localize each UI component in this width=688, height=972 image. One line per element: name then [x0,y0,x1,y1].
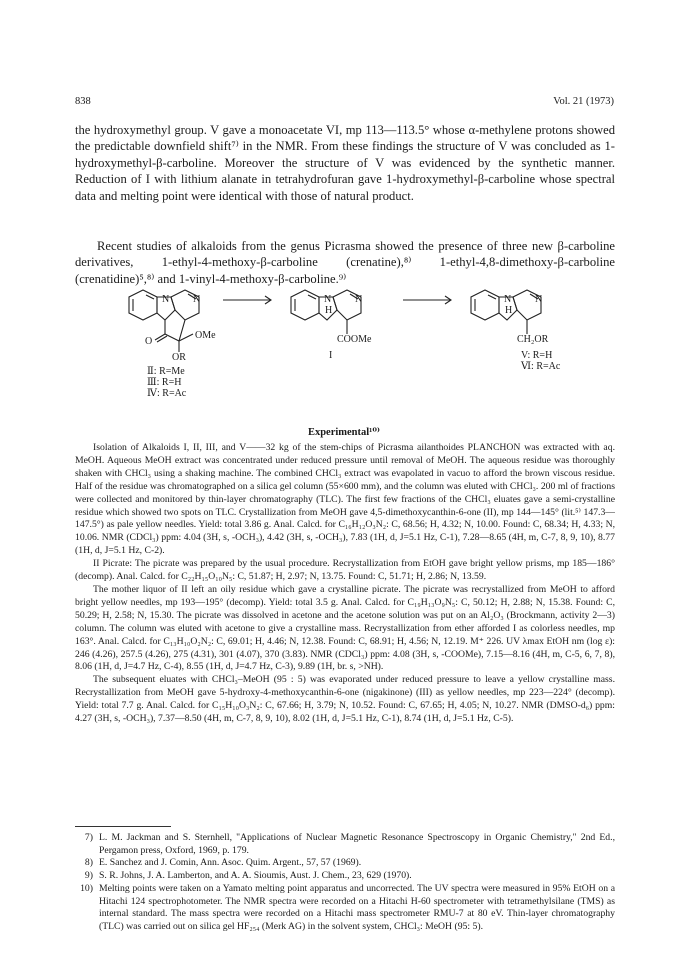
substituent-label: COOMe [337,334,372,345]
experimental-section [75,442,615,726]
experimental-paragraph: Isolation of Alkaloids I, II, III, and V——32 kg of the stem-chips of Picrasma ailanthoides PLANCHON was extracted with aq. MeOH. Aqueous MeOH extract was concentrated under reduced pressure until removal of MeOH. The aqueous residue was thoroughly shaken with CHCl₃ using a shaking machine. The combined CHCl₃ extract was evapolated in vacuo to afford the brown viscous residue. Half of the residue was chromatographed on a silica gel column (55×600 mm), and the column was eluted with CHCl₃. 200 ml of fractions were collected and monitored by thin-layer chromatography (TLC). The first few fractions of the CHCl₃ eluates gave a semi-crystalline residue which showed two spots on TLC. Crystallization from MeOH gave 4,5-dimethoxycanthin-6-one (II), mp 144—145° (lit.⁵⁾ 147.3—147.5°) as pale yellow needles. Yield: total 3.86 g. Anal. Calcd. for C₁₆H₁₂O₃N₂: C, 68.56; H, 4.32; N, 10.00. Found: C, 68.34; H, 4.33; N, 10.06. NMR (CDCl₃) ppm: 4.04 (3H, s, -OCH₃), 4.42 (3H, s, -OCH₃), 7.83 (1H, d, J=5.1 Hz, C-1), 7.28—8.65 (4H, m, C-7, 8, 9, 10), 8.77 (1H, d, J=5.1 Hz, C-2). [75,442,615,557]
footnote-text: E. Sanchez and J. Comin, Ann. Asoc. Quim. Argent., 57, 57 (1969). [99,857,362,869]
footnote-number: 8) [84,857,93,869]
substituent-label: H [505,305,513,316]
compound-label: Ⅵ: R=Ac [521,361,561,372]
compound-label: I [329,350,333,361]
footnote-text: Melting points were taken on a Yamato melting point apparatus and uncorrected. The UV spectra were measured in 95% EtOH on a Hitachi 124 spectrophotometer. The NMR spectra were recorded on a Hitachi H-60 spectrometer with tetramethylsilane (TMS) as internal standard. The mass spectra were recorded on a Hitachi mass spectrometer RMU-7 at 80 eV. Thin-layer chromatography (TLC) was carried out on silica gel HF₂₅₄ (Merk AG) in the solvent system, CHCl₃: MeOH (95: 5). [99,882,615,932]
footnote-text: S. R. Johns, J. A. Lamberton, and A. A. Sioumis, Aust. J. Chem., 23, 629 (1970). [99,870,412,882]
page-number: 838 [75,96,91,107]
compound-label: Ⅱ: R=Me [147,366,185,377]
paragraph-text: Recent studies of alkaloids from the genus Picrasma showed the presence of three new β-carboline derivatives, 1-ethyl-4-methoxy-β-carboline (crenatine),⁸⁾ 1-ethyl-4,8-dimethoxy-β-carboline (crenatidine)⁵,⁸⁾ and 1-vinyl-4-methoxy-β-carboline.⁹⁾ [75,239,615,286]
footnote [75,832,615,857]
footnote-number: 10) [80,882,93,894]
compound-label: Ⅳ: R=Ac [147,388,187,399]
footnote [75,870,615,883]
substituent-label: O [145,336,153,347]
experimental-paragraph: II Picrate: The picrate was prepared by the usual procedure. Recrystallization from EtOH gave bright yellow prisms, mp 185—186° (decomp). Anal. Calcd. for C₂₂H₁₅O₁₀N₅: C, 51.87; H, 2.97; N, 13.75. Found: C, 51.71; H, 2.86; N, 13.59. [75,558,615,583]
footnote [75,883,615,934]
reaction-scheme [75,286,615,399]
footnotes [75,832,615,934]
section-title: Experimental¹⁰⁾ [307,427,381,438]
atom-label-n: N [535,294,543,305]
atom-label-n: N [162,294,170,305]
footnote-text: L. M. Jackman and S. Sternhell, "Applications of Nuclear Magnetic Resonance Spectroscopy in Organic Chemistry," 2nd Ed., Pergamon press, Oxford, 1969, p. 179. [99,832,615,856]
atom-label-n: N [324,294,332,305]
body-paragraph-2 [75,238,615,287]
compound-labels-left [147,366,186,399]
atom-label-n: N [355,294,363,305]
volume-info: Vol. 21 (1973) [553,96,614,107]
atom-label-n: N [193,294,201,305]
running-header [75,96,614,112]
substituent-label: OMe [195,330,216,341]
compound-labels-right [521,350,560,372]
compound-label: Ⅲ: R=H [147,377,182,388]
footnote-number: 7) [84,832,93,843]
paragraph-text: the hydroxymethyl group. V gave a monoacetate VI, mp 113—113.5° whose α-methylene protons showed the predictable downfield shift⁷⁾ in the NMR. From these findings the structure of V was concluded as 1-hydroxymethyl-β-carboline. Moreover the structure of V was evidenced by the synthetic manner. Reduction of I with lithium alanate in tetrahydrofuran gave 1-hydroxymethyl-β-carboline whose spectral data and melting point were identical with those of natural product. [75,123,615,203]
footnote-number: 9) [84,870,93,882]
substituent-label: CH₂OR [517,334,549,345]
compound-label: V: R=H [521,350,553,361]
experimental-paragraph: The mother liquor of II left an oily residue which gave a crystalline picrate. The picrate was recrystallized from MeOH to afford bright yellow needles, mp 193—195° (decomp). Yield: total 3.5 g. Anal. Calcd. for C₁₉H₁₃O₉N₅: C, 50.12; H, 2.88; N, 15.38. Found: C, 50.29; H, 2.58; N, 15.30. The picrate was dissolved in acetone and the acetone solution was put on an Al₂O₃ (Brockmann, activity 2—3) column. The column was eluted with acetone to give a crystalline mass. Recrystallization from ether afforded I as colorless needles, mp 163°. Anal. Calcd. for C₁₃H₁₀O₂N₂: C, 69.01; H, 4.46; N, 12.38. Found: C, 68.91; H, 4.56; N, 12.19. M⁺ 226. UV λmax EtOH nm (log ε): 246 (4.26), 257.5 (4.26), 275 (4.31), 301 (4.07), 370 (3.83). NMR (CDCl₃) ppm: 4.08 (3H, s, -COOMe), 7.15—8.16 (4H, m, C-5, 6, 7, 8), 8.06 (1H, d, J=4.7 Hz, C-4), 8.55 (1H, d, J=4.7 Hz, C-3), 9.89 (1H, br. s, >NH). [75,583,615,673]
atom-label-n: N [504,294,512,305]
footnote-divider [75,826,171,827]
body-paragraph-1 [75,122,615,204]
substituent-label: H [325,305,333,316]
experimental-paragraph: The subsequent eluates with CHCl₃–MeOH (95 : 5) was evaporated under reduced pressure to leave a yellow crystalline mass. Recrystallization from MeOH gave 5-hydroxy-4-methoxycanthin-6-one (nigakinone) (III) as yellow needles, mp 223—224° (decomp). Yield: total 7.7 g. Anal. Calcd. for C₁₅H₁₀O₃N₂: C, 67.66; H, 3.79; N, 10.52. Found: C, 67.65; H, 4.05; N, 10.27. NMR (DMSO-d₆) ppm: 4.27 (3H, s, -OCH₃), 7.37—8.50 (4H, m, C-7, 8, 9, 10), 8.02 (1H, d, J=5.1 Hz, C-1), 8.74 (1H, d, J=5.1 Hz, C-5). [75,674,615,725]
substituent-label: OR [172,352,186,363]
footnote [75,857,615,870]
